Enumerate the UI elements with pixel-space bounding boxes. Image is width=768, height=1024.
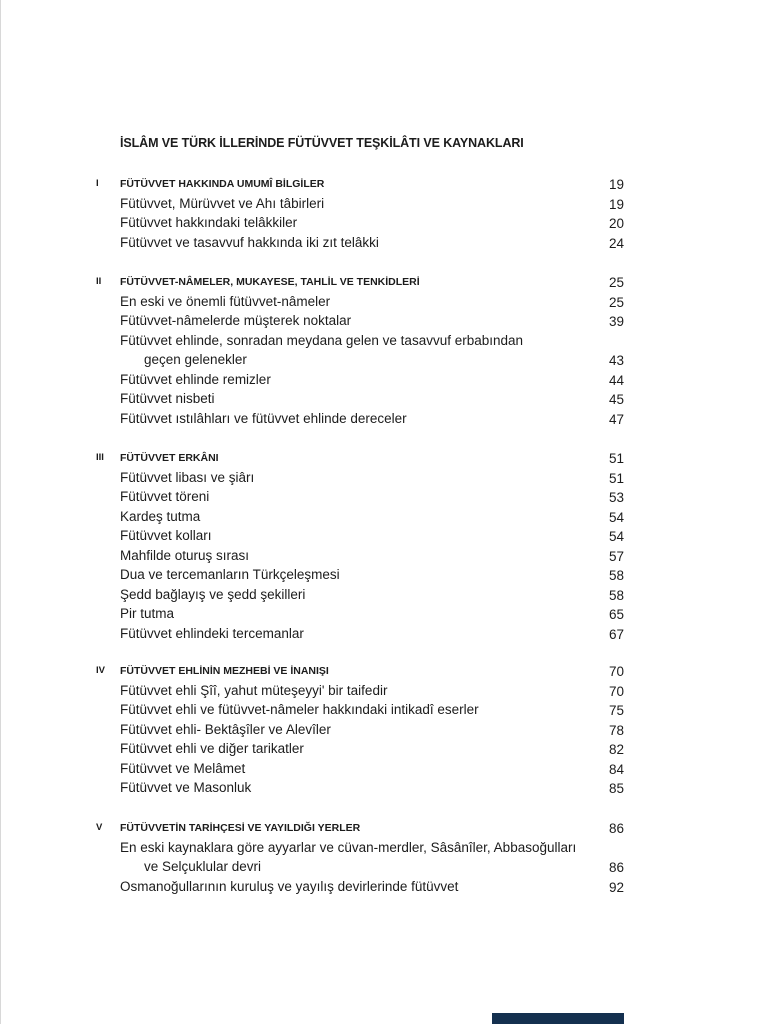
toc-entry-text: Fütüvvet ve Masonluk: [120, 780, 252, 795]
toc-entry[interactable]: [0, 780, 768, 799]
footer-bar: [492, 1013, 624, 1024]
section-title: FÜTÜVVET HAKKINDA UMUMÎ BİLGİLER: [120, 178, 325, 190]
toc-entry[interactable]: [0, 840, 768, 859]
section-title: FÜTÜVVET-NÂMELER, MUKAYESE, TAHLİL VE TENKİDLERİ: [120, 276, 420, 288]
toc-entry[interactable]: [0, 372, 768, 391]
toc-entry-text: En eski ve önemli fütüvvet-nâmeler: [120, 294, 331, 309]
toc-entry[interactable]: [0, 548, 768, 567]
toc-entry[interactable]: [0, 391, 768, 410]
toc-entry[interactable]: [0, 722, 768, 741]
section-heading[interactable]: [0, 663, 768, 682]
toc-entry-page: 44: [608, 373, 624, 388]
section-heading[interactable]: [0, 820, 768, 839]
toc-entry-page: 43: [608, 353, 624, 368]
toc-entry-page: 39: [608, 314, 624, 329]
toc-entry-page: 92: [608, 880, 624, 895]
toc-entry-text: Fütüvvet, Mürüvvet ve Ahı tâbirleri: [120, 196, 325, 211]
toc-entry[interactable]: [0, 606, 768, 625]
toc-entry[interactable]: [0, 567, 768, 586]
toc-entry[interactable]: [0, 352, 768, 371]
toc-entry-page: 70: [608, 684, 624, 699]
toc-entry[interactable]: [0, 702, 768, 721]
toc-entry[interactable]: [0, 683, 768, 702]
toc-entry-text: Kardeş tutma: [120, 509, 201, 524]
section-heading[interactable]: [0, 450, 768, 469]
toc-entry-page: 25: [608, 295, 624, 310]
toc-entry-page: 19: [608, 197, 624, 212]
toc-entry[interactable]: [0, 411, 768, 430]
toc-entry-text: Fütüvvet ehli Şîî, yahut müteşeyyi' bir taifedir: [120, 683, 388, 698]
toc-entry-text: Fütüvvet ehlindeki tercemanlar: [120, 626, 304, 641]
toc-entry[interactable]: [0, 859, 768, 878]
toc-entry-text: Fütüvvet libası ve şiârı: [120, 470, 255, 485]
toc-entry-text: geçen gelenekler: [144, 352, 247, 367]
toc-entry-text: Fütüvvet ehli ve fütüvvet-nâmeler hakkındaki intikadî eserler: [120, 702, 479, 717]
toc-entry-text: Fütüvvet ve tasavvuf hakkında iki zıt telâkki: [120, 235, 379, 250]
toc-entry[interactable]: [0, 626, 768, 645]
toc-entry[interactable]: [0, 294, 768, 313]
toc-entry[interactable]: [0, 509, 768, 528]
toc-entry[interactable]: [0, 489, 768, 508]
toc-entry-text: Mahfilde oturuş sırası: [120, 548, 250, 563]
toc-entry[interactable]: [0, 879, 768, 898]
toc-entry-text: Dua ve tercemanların Türkçeleşmesi: [120, 567, 340, 582]
section-page-number: 19: [608, 177, 624, 192]
toc-entry-text: Fütüvvet töreni: [120, 489, 210, 504]
toc-entry-page: 54: [608, 529, 624, 544]
toc-entry[interactable]: [0, 196, 768, 215]
toc-entry[interactable]: [0, 587, 768, 606]
toc-entry-page: 58: [608, 588, 624, 603]
toc-entry[interactable]: [0, 235, 768, 254]
toc-entry-page: 51: [608, 471, 624, 486]
toc-entry-page: 65: [608, 607, 624, 622]
toc-entry-text: Fütüvvet ehlinde remizler: [120, 372, 271, 387]
toc-entry-text: Şedd bağlayış ve şedd şekilleri: [120, 587, 306, 602]
section-page-number: 51: [608, 451, 624, 466]
toc-entry-text: Fütüvvet ıstılâhları ve fütüvvet ehlinde dereceler: [120, 411, 407, 426]
toc-entry-page: 58: [608, 568, 624, 583]
toc-entry-text: ve Selçuklular devri: [144, 859, 262, 874]
toc-entry-page: 82: [608, 742, 624, 757]
toc-entry-page: 78: [608, 723, 624, 738]
toc-entry-text: Fütüvvet ehli ve diğer tarikatler: [120, 741, 304, 756]
section-page-number: 25: [608, 275, 624, 290]
toc-entry[interactable]: [0, 333, 768, 352]
section-heading[interactable]: [0, 176, 768, 195]
toc-entry-page: 85: [608, 781, 624, 796]
toc-entry-page: 47: [608, 412, 624, 427]
toc-entry-page: 20: [608, 216, 624, 231]
section-numeral: IV: [96, 665, 105, 676]
section-heading[interactable]: [0, 274, 768, 293]
toc-entry-text: Fütüvvet ehlinde, sonradan meydana gelen ve tasavvuf erbabından: [120, 333, 524, 348]
toc-title: İSLÂM VE TÜRK İLLERİNDE FÜTÜVVET TEŞKİLÂTI VE KAYNAKLARI: [120, 136, 524, 150]
section-title: FÜTÜVVET EHLİNİN MEZHEBİ VE İNANIŞI: [120, 665, 329, 677]
toc-entry-page: 84: [608, 762, 624, 777]
toc-entry[interactable]: [0, 470, 768, 489]
toc-entry[interactable]: [0, 528, 768, 547]
toc-entry-page: 53: [608, 490, 624, 505]
toc-entry[interactable]: [0, 741, 768, 760]
toc-entry[interactable]: [0, 761, 768, 780]
toc-entry-text: Fütüvvet kolları: [120, 528, 212, 543]
section-numeral: V: [96, 822, 103, 833]
section-numeral: III: [96, 452, 104, 463]
toc-entry-text: Fütüvvet ehli- Bektâşîler ve Alevîler: [120, 722, 331, 737]
toc-entry-text: Fütüvvet hakkındaki telâkkiler: [120, 215, 298, 230]
toc-entry-page: 86: [608, 860, 624, 875]
toc-entry-text: Osmanoğullarının kuruluş ve yayılış devirlerinde fütüvvet: [120, 879, 459, 894]
section-numeral: I: [96, 178, 99, 189]
toc-entry[interactable]: [0, 313, 768, 332]
toc-entry-page: 57: [608, 549, 624, 564]
toc-entry-text: Fütüvvet-nâmelerde müşterek noktalar: [120, 313, 352, 328]
section-numeral: II: [96, 276, 102, 287]
toc-entry-text: Fütüvvet nisbeti: [120, 391, 215, 406]
section-title: FÜTÜVVETİN TARİHÇESİ VE YAYILDIĞI YERLER: [120, 822, 361, 834]
toc-entry-page: 67: [608, 627, 624, 642]
toc-entry[interactable]: [0, 215, 768, 234]
toc-entry-page: 45: [608, 392, 624, 407]
toc-entry-page: 24: [608, 236, 624, 251]
toc-entry-page: 75: [608, 703, 624, 718]
toc-entry-text: Fütüvvet ve Melâmet: [120, 761, 246, 776]
toc-entry-text: En eski kaynaklara göre ayyarlar ve cüvan-merdler, Sâsânîler, Abbasoğulları: [120, 840, 577, 855]
section-page-number: 86: [608, 821, 624, 836]
section-title: FÜTÜVVET ERKÂNI: [120, 452, 219, 464]
toc-entry-page: 54: [608, 510, 624, 525]
section-page-number: 70: [608, 664, 624, 679]
toc-entry-text: Pir tutma: [120, 606, 175, 621]
